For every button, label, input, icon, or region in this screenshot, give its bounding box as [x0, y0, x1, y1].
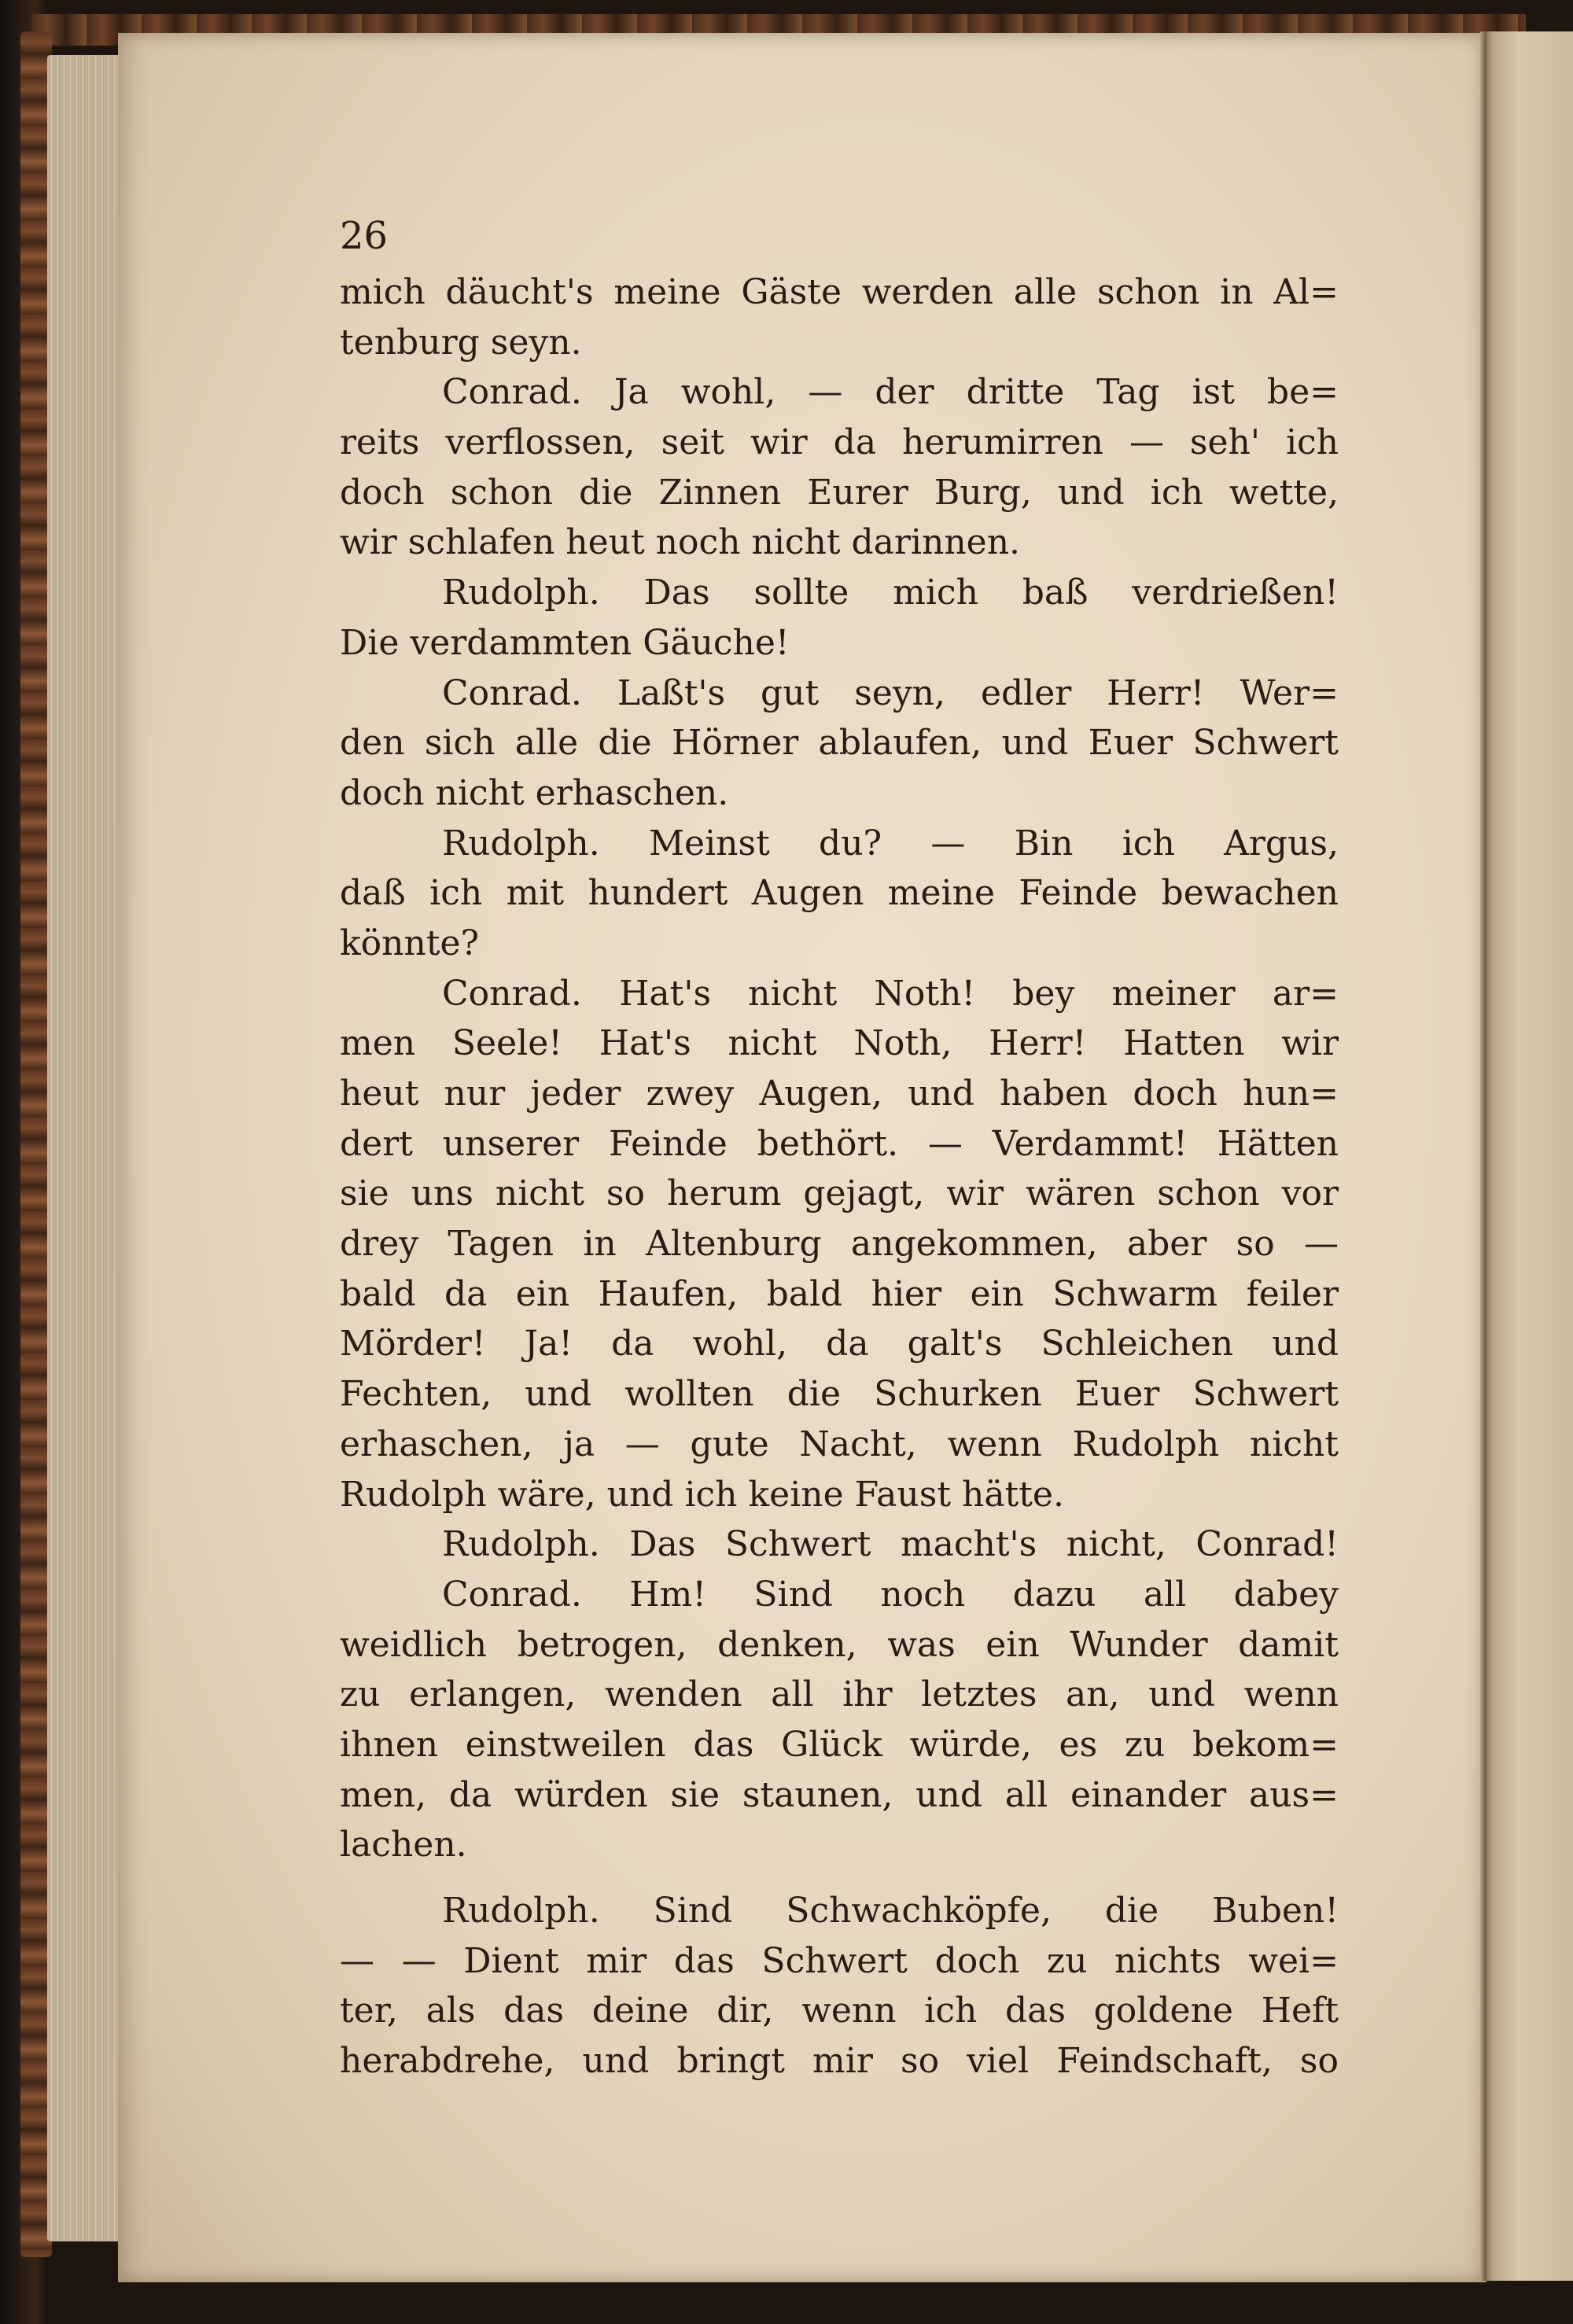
text-line: ihnen einstweilen das Glück würde, es zu bekom=	[340, 1724, 1339, 1765]
paragraph-spacer	[340, 1870, 1339, 1886]
text-line: weidlich betrogen, denken, was ein Wunder damit	[340, 1624, 1339, 1665]
text-line: Conrad. Laßt's gut seyn, edler Herr! Wer=	[442, 672, 1339, 713]
text-line: den sich alle die Hörner ablaufen, und Euer Schwert	[340, 723, 1339, 764]
facing-page-edge	[1486, 31, 1573, 2281]
text-line: ter, als das deine dir, wenn ich das goldene Heft	[340, 1991, 1339, 2031]
text-line: könnte?	[340, 923, 480, 963]
text-line: Conrad. Ja wohl, — der dritte Tag ist be=	[442, 372, 1339, 413]
text-line: mich däucht's meine Gäste werden alle schon in Al=	[340, 272, 1339, 312]
text-line: Die verdammten Gäuche!	[340, 622, 790, 663]
text-line: sie uns nicht so herum gejagt, wir wären schon vor	[340, 1173, 1339, 1214]
text-line: men Seele! Hat's nicht Noth, Herr! Hatten wir	[340, 1023, 1339, 1064]
text-line: Rudolph wäre, und ich keine Faust hätte.	[340, 1474, 1064, 1515]
text-line: bald da ein Haufen, bald hier ein Schwarm feiler	[340, 1273, 1339, 1314]
text-line: daß ich mit hundert Augen meine Feinde bewachen	[340, 873, 1339, 914]
text-line: men, da würden sie staunen, und all einander aus=	[340, 1774, 1339, 1815]
text-line: — — Dient mir das Schwert doch zu nichts wei=	[340, 1940, 1339, 1981]
text-line: wir schlafen heut noch nicht darinnen.	[340, 522, 1021, 563]
text-line: Conrad. Hat's nicht Noth! bey meiner ar=	[442, 973, 1339, 1014]
text-line: Rudolph. Sind Schwachköpfe, die Buben!	[442, 1891, 1339, 1931]
text-line: doch nicht erhaschen.	[340, 772, 729, 813]
page-text	[340, 267, 1339, 2086]
text-line: Conrad. Hm! Sind noch dazu all dabey	[442, 1574, 1339, 1615]
text-line: tenburg seyn.	[340, 322, 582, 363]
text-line: drey Tagen in Altenburg angekommen, aber so —	[340, 1224, 1339, 1265]
text-line: erhaschen, ja — gute Nacht, wenn Rudolph nicht	[340, 1423, 1339, 1464]
text-line: Rudolph. Das sollte mich baß verdrießen!	[442, 573, 1339, 613]
text-line: zu erlangen, wenden all ihr letztes an, und wenn	[340, 1674, 1339, 1715]
text-line: dert unserer Feinde bethört. — Verdammt! Hätten	[340, 1123, 1339, 1164]
text-line: reits verflossen, seit wir da herumirren — seh' ich	[340, 422, 1339, 463]
text-line: herabdrehe, und bringt mir so viel Feindschaft, so	[340, 2041, 1339, 2082]
text-line: Fechten, und wollten die Schurken Euer Schwert	[340, 1374, 1339, 1415]
text-line: Rudolph. Meinst du? — Bin ich Argus,	[442, 823, 1339, 864]
text-line: doch schon die Zinnen Eurer Burg, und ich wette,	[340, 472, 1339, 513]
text-line: lachen.	[340, 1825, 467, 1865]
text-line: heut nur jeder zwey Augen, und haben doch hun=	[340, 1074, 1339, 1114]
text-line: Rudolph. Das Schwert macht's nicht, Conrad!	[442, 1524, 1339, 1565]
text-line: Mörder! Ja! da wohl, da galt's Schleichen und	[340, 1324, 1339, 1365]
page-number: 26	[340, 214, 389, 258]
